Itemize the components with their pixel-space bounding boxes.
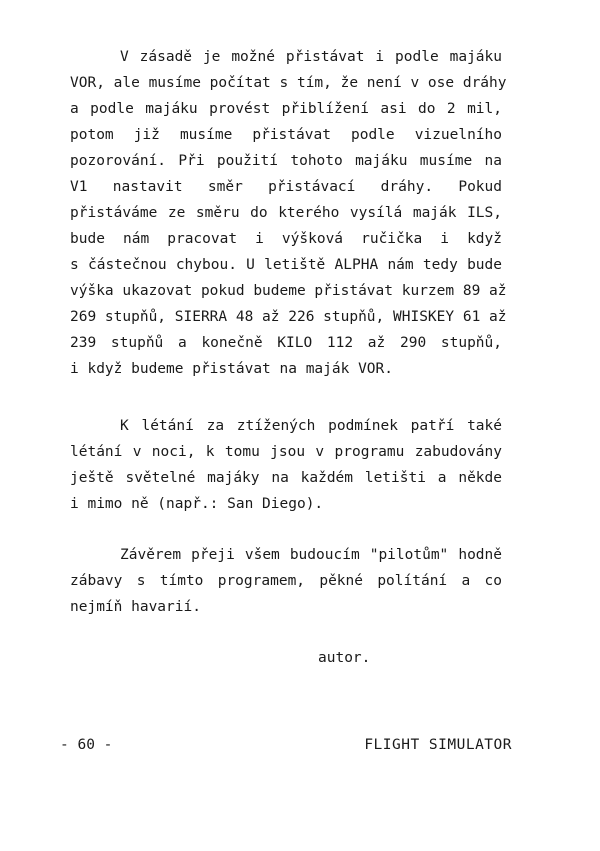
- text-line: 239 stupňů a konečně KILO 112 až 290 stupňů,: [70, 335, 502, 351]
- text-line: nejmíň havarií.: [70, 599, 201, 615]
- author-signature: autor.: [318, 650, 371, 666]
- text-line: s částečnou chybou. U letiště ALPHA nám tedy bude: [70, 257, 502, 273]
- text-line: Závěrem přeji všem budoucím "pilotům" hodně: [120, 547, 502, 563]
- text-line: potom již musíme přistávat podle vizuelního: [70, 127, 502, 143]
- text-line: i když budeme přistávat na maják VOR.: [70, 361, 394, 377]
- text-line: létání v noci, k tomu jsou v programu zabudovány: [70, 444, 502, 460]
- text-line: bude nám pracovat i výšková ručička i když: [70, 231, 502, 247]
- page-footer: [60, 732, 512, 758]
- text-line: 269 stupňů, SIERRA 48 až 226 stupňů, WHISKEY 61 až: [70, 309, 507, 325]
- text-line: zábavy s tímto programem, pěkné polítání a co: [70, 573, 502, 589]
- text-line: V zásadě je možné přistávat i podle majáku: [120, 49, 502, 65]
- page-number: - 60 -: [60, 737, 113, 753]
- text-line: ještě světelné majáky na každém letišti a někde: [70, 470, 502, 486]
- text-line: VOR, ale musíme počítat s tím, že není v ose dráhy: [70, 75, 507, 91]
- text-line: pozorování. Při použití tohoto majáku musíme na: [70, 153, 502, 169]
- text-line: přistáváme ze směru do kterého vysílá maják ILS,: [70, 205, 502, 221]
- text-line: K létání za ztížených podmínek patří také: [120, 418, 502, 434]
- paragraph-closing: [70, 542, 502, 620]
- text-line: V1 nastavit směr přistávací dráhy. Pokud: [70, 179, 502, 195]
- text-line: a podle majáku provést přiblížení asi do 2 mil,: [70, 101, 502, 117]
- paragraph-vor-ils: [70, 44, 507, 382]
- paragraph-night-flying: [70, 413, 502, 517]
- text-line: výška ukazovat pokud budeme přistávat kurzem 89 až: [70, 283, 507, 299]
- running-title: FLIGHT SIMULATOR: [364, 737, 512, 753]
- text-line: i mimo ně (např.: San Diego).: [70, 496, 324, 512]
